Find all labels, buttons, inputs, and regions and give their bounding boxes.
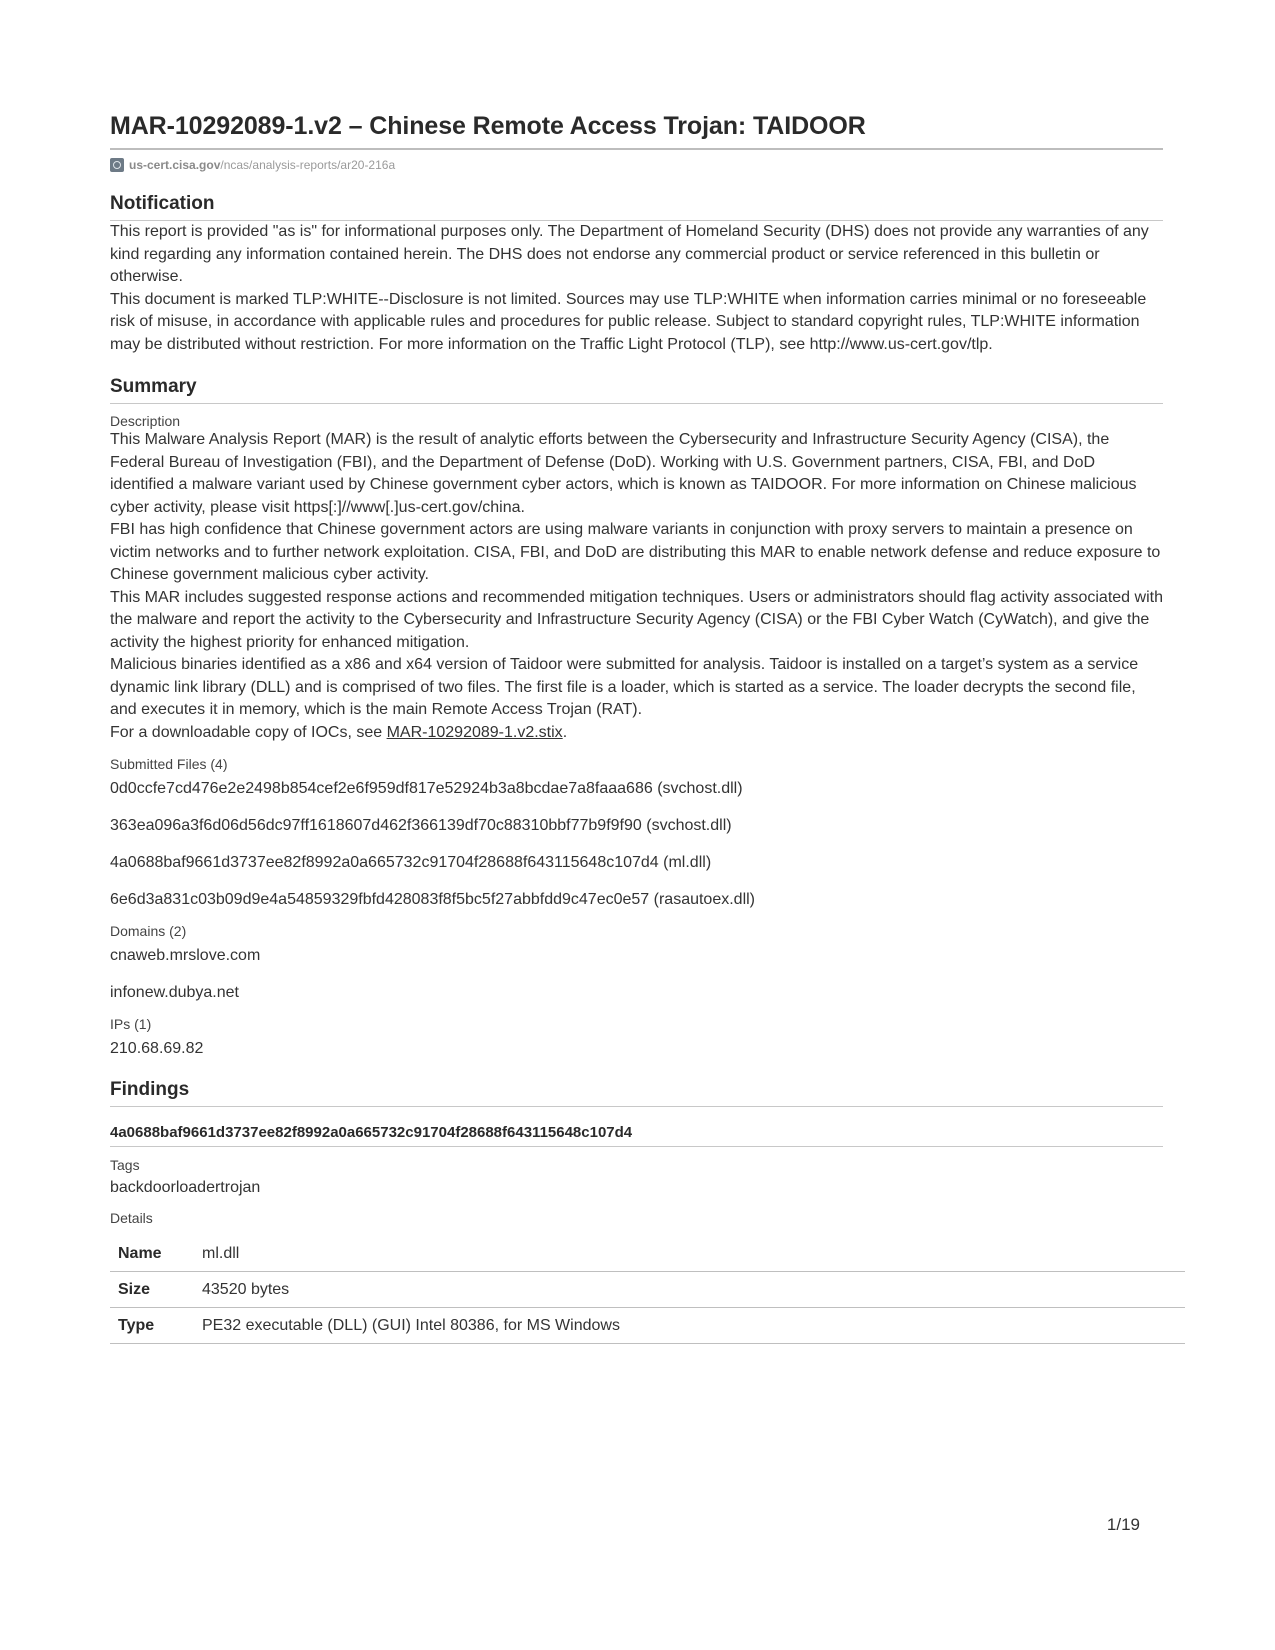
table-row [110,1272,1185,1308]
detail-value: 43520 bytes [194,1272,1185,1308]
detail-value: ml.dll [194,1236,1185,1272]
page-number: 1/19 [1106,1515,1140,1534]
details-table [110,1236,1185,1344]
findings-heading: Findings [110,1079,1163,1107]
ioc-download-line [110,722,1163,745]
page-title: MAR-10292089-1.v2 – Chinese Remote Access Trojan: TAIDOOR [110,112,1163,150]
site-favicon-icon [110,158,124,172]
ip-item: 210.68.69.82 [110,1040,204,1057]
notification-heading: Notification [110,193,1163,221]
notification-paragraph-1: This report is provided "as is" for informational purposes only. The Department of Homeland Security (DHS) does not provide any warranties of any kind regarding any information contained herein. The DHS does not endorse any commercial product or service referenced in this bulletin or otherwise. [110,223,1149,285]
detail-value: PE32 executable (DLL) (GUI) Intel 80386, for MS Windows [194,1308,1185,1344]
domain-item: infonew.dubya.net [110,984,239,1001]
tags-value: backdoorloadertrojan [110,1179,261,1196]
document-page [110,112,1163,1344]
tags-label: Tags [110,1157,140,1173]
description-label: Description [110,413,181,429]
source-url [110,157,1163,173]
detail-key: Type [110,1308,194,1344]
detail-key: Name [110,1236,194,1272]
summary-paragraph-1: This Malware Analysis Report (MAR) is the result of analytic efforts between the Cybersecurity and Infrastructure Security Agency (CISA), the Federal Bureau of Investigation (FBI), and the Department of Defense (DoD). Working with U.S. Government partners, CISA, FBI, and DoD identified a malware variant used by Chinese government cyber actors, which is known as TAIDOOR. For more information on Chinese malicious cyber activity, please visit https[:]//www[.]us-cert.gov/china. [110,431,1137,516]
summary-paragraph-3: This MAR includes suggested response actions and recommended mitigation techniques. Users or administrators should flag activity associated with the malware and report the activity to the Cybersecurity and Infrastructure Security Agency (CISA) or the FBI Cyber Watch (CyWatch), and give the activity the highest priority for enhanced mitigation. [110,588,1163,651]
ioc-stix-link[interactable]: MAR-10292089-1.v2.stix [386,723,563,741]
ioc-prefix: For a downloadable copy of IOCs, see [110,723,387,741]
submitted-file-item: 4a0688baf9661d3737ee82f8992a0a665732c91704f28688f643115648c107d4 (ml.dll) [110,854,712,871]
notification-paragraph-2: This document is marked TLP:WHITE--Disclosure is not limited. Sources may use TLP:WHITE when information carries minimal or no foreseeable risk of misuse, in accordance with applicable rules and procedures for public release. Subject to standard copyright rules, TLP:WHITE information may be distributed without restriction. For more information on the Traffic Light Protocol (TLP), see http://www.us-cert.gov/tlp. [110,290,1147,353]
source-path[interactable]: /ncas/analysis-reports/ar20-216a [220,158,396,172]
domain-item: cnaweb.mrslove.com [110,947,261,964]
submitted-file-item: 363ea096a3f6d06d56dc97ff1618607d462f366139df70c88310bbf77b9f9f90 (svchost.dll) [110,817,732,834]
domains-label: Domains (2) [110,923,187,939]
submitted-file-item: 0d0ccfe7cd476e2e2498b854cef2e6f959df817e52924b3a8bcdae7a8faaa686 (svchost.dll) [110,780,743,797]
ips-label: IPs (1) [110,1016,152,1032]
summary-paragraph-2: FBI has high confidence that Chinese government actors are using malware variants in conjunction with proxy servers to maintain a presence on victim networks and to further network exploitation. CISA, FBI, and DoD are distributing this MAR to enable network defense and reduce exposure to Chinese government malicious cyber activity. [110,521,1161,583]
submitted-file-item: 6e6d3a831c03b09d9e4a54859329fbfd428083f8f5bc5f27abbfdd9c47ec0e57 (rasautoex.dll) [110,891,756,908]
source-domain[interactable]: us-cert.cisa.gov [129,158,221,172]
table-row [110,1308,1185,1344]
table-row [110,1236,1185,1272]
summary-paragraph-4: Malicious binaries identified as a x86 and x64 version of Taidoor were submitted for analysis. Taidoor is installed on a target’s system as a service dynamic link library (DLL) and is comprised of two files. The first file is a loader, which is started as a service. The loader decrypts the second file, and executes it in memory, which is the main Remote Access Trojan (RAT). [110,656,1139,718]
finding-hash-heading: 4a0688baf9661d3737ee82f8992a0a665732c91704f28688f643115648c107d4 [110,1124,1163,1147]
submitted-files-label: Submitted Files (4) [110,756,228,772]
details-label: Details [110,1210,153,1226]
ioc-suffix: . [562,723,568,741]
detail-key: Size [110,1272,194,1308]
summary-heading: Summary [110,376,1163,404]
